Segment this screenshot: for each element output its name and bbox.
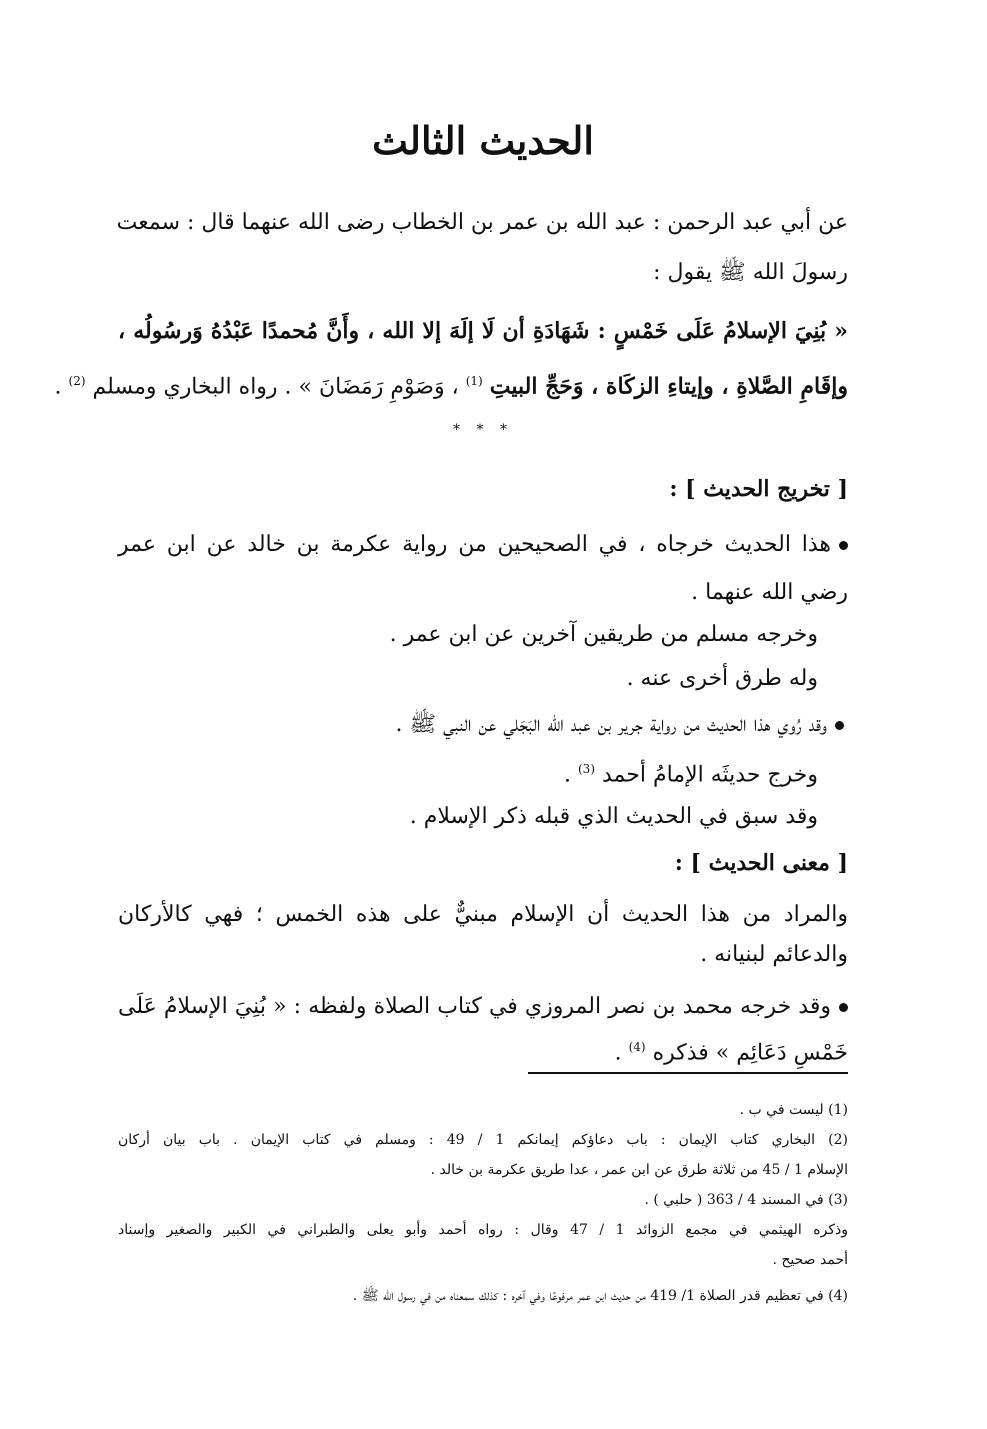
meaning-p2-text: وقد خرجه محمد بن نصر المروزي في كتاب الصلاة ولفظه : « بُنِيَ الإسلامُ عَلَى <box>118 994 831 1019</box>
takhrij-p5 <box>118 752 818 792</box>
footnote-2-line-1: (2) البخاري كتاب الإيمان : باب دعاؤكم إيمانكم 1 / 49 : ومسلم في كتاب الإيمان . باب بيان أركان <box>118 1132 848 1148</box>
footnote-3b-line-2: أحمد صحيح . <box>772 1252 848 1268</box>
footnote-2-line-2: الإسلام 1 / 45 من ثلاثة طرق عن ابن عمر ، عدا طريق عكرمة بن خالد . <box>430 1162 848 1178</box>
footnote-4: (4) في تعظيم قدر الصلاة 1/ 419 من حديث ابن عمر مرفوعًا وفي آخره : كذلك سمعناه من في رسول الله ﷺ . <box>352 1288 848 1304</box>
hadith-end: . <box>54 374 62 400</box>
takhrij-p4-text: وقد رُوي هذا الحديث من رواية جرير بن عبد الله البَجَلي عن النبي ﷺ . <box>395 712 827 737</box>
intro-line-1: عن أبي عبد الرحمن : عبد الله بن عمر بن الخطاب رضى الله عنهما قال : سمعت <box>116 210 848 235</box>
meaning-p1-line-2: والدعائم لبنيانه . <box>700 942 848 967</box>
footnote-1: (1) ليست في ب . <box>739 1102 848 1118</box>
takhrij-heading: [ تخريج الحديث ] : <box>669 476 848 502</box>
takhrij-p1-line-2: رضي الله عنهما . <box>691 580 848 605</box>
hadith-line-1: « بُنِيَ الإسلامُ عَلَى خَمْسٍ : شَهَادَةِ أن لَا إلَهَ إلا الله ، وأَنَّ مُحمدًا عَبْدُهُ وَرسُولُه ، <box>118 318 848 344</box>
takhrij-p4 <box>118 708 844 742</box>
footnote-3b-line-1: وذكره الهيثمي في مجمع الزوائد 1 / 47 وقال : رواه أحمد وأبو يعلى والطبراني في الكبير والصغير وإسناد <box>118 1222 848 1238</box>
bullet-icon <box>839 1003 848 1012</box>
book-page <box>54 0 848 1429</box>
takhrij-p1-text: هذا الحديث خرجاه ، في الصحيحين من رواية عكرمة بن خالد عن ابن عمر <box>118 532 831 557</box>
section-separator: * * * <box>453 422 513 438</box>
footnote-ref-1[interactable]: (1) <box>465 374 483 388</box>
bullet-icon <box>835 721 844 730</box>
hadith-text-b: ، وَصَوْمِ رَمَضَانَ » . رواه البخاري ومسلم <box>92 374 459 400</box>
takhrij-p2: وخرجه مسلم من طريقين آخرين عن ابن عمر . <box>389 622 818 647</box>
footnote-3: (3) في المسند 4 / 363 ( حلبي ) . <box>644 1192 848 1208</box>
meaning-p1-line-1: والمراد من هذا الحديث أن الإسلام مبنيٌّ على هذه الخمس ؛ فهي كالأركان <box>118 902 848 927</box>
meaning-heading: [ معنى الحديث ] : <box>674 850 848 876</box>
takhrij-p5-end: . <box>563 762 571 788</box>
meaning-p2-text-2: خَمْسِ دَعَائِم » فذكره <box>652 1040 848 1066</box>
footnote-ref-4[interactable]: (4) <box>628 1040 646 1054</box>
meaning-p2-end: . <box>614 1040 622 1066</box>
footnote-divider <box>528 1072 848 1074</box>
takhrij-p5-text: وخرج حديثَه الإمامُ أحمد <box>602 762 818 788</box>
intro-line-2: رسولَ الله ﷺ يقول : <box>653 260 848 285</box>
page-title: الحديث الثالث <box>372 118 594 163</box>
footnote-ref-3[interactable]: (3) <box>577 762 595 776</box>
takhrij-p3: وله طرق أخرى عنه . <box>626 666 818 691</box>
footnote-ref-2[interactable]: (2) <box>68 374 86 388</box>
bullet-icon <box>839 541 848 550</box>
meaning-p2-line-1 <box>118 990 848 1024</box>
takhrij-p1-line-1 <box>118 528 848 562</box>
hadith-text-a: وإقَامِ الصَّلاةِ ، وإيتاءِ الزكَاة ، وَحَجِّ البيتِ <box>489 373 848 400</box>
takhrij-p6: وقد سبق في الحديث الذي قبله ذكر الإسلام . <box>409 804 818 829</box>
hadith-line-2 <box>54 364 848 404</box>
meaning-p2-line-2 <box>118 1030 848 1070</box>
